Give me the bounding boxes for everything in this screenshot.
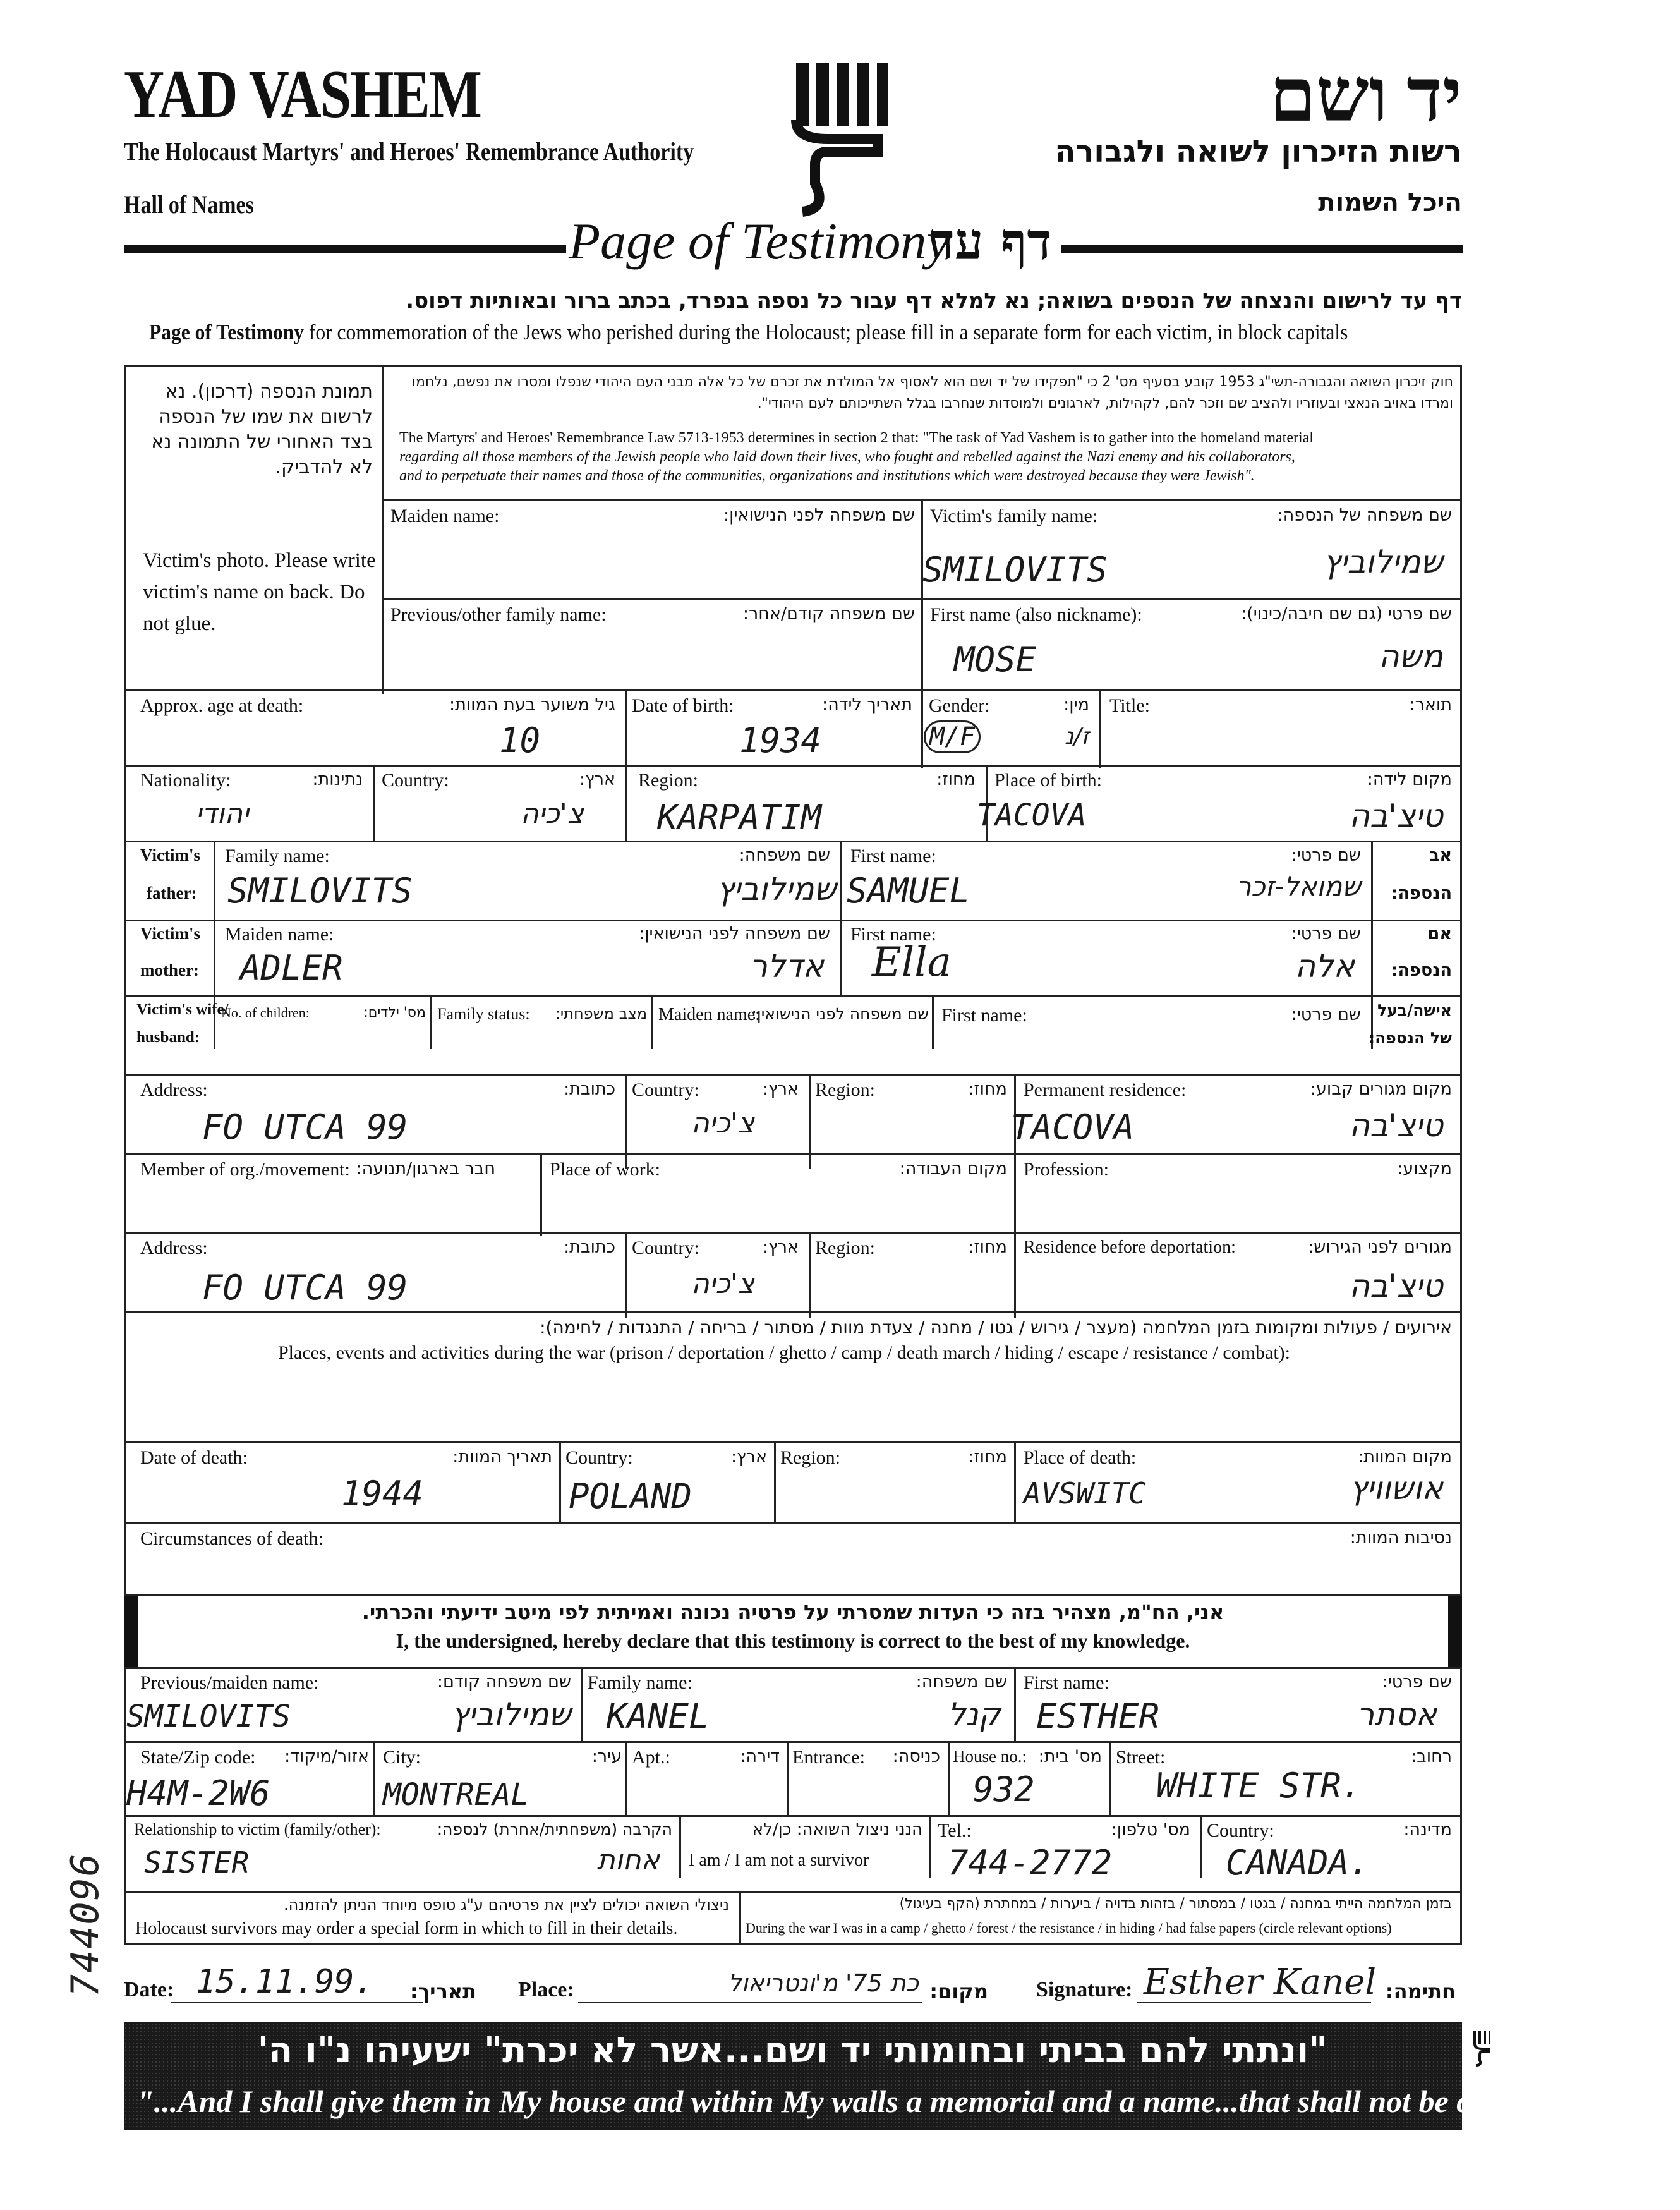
label-mother-first: First name:	[850, 924, 936, 945]
label-pod: Place of death:	[1024, 1447, 1137, 1468]
row-line	[124, 1074, 1462, 1076]
label-age: Approx. age at death:	[140, 695, 304, 716]
label-death-country: Country:	[565, 1447, 633, 1468]
title-en: Page of Testimony	[569, 212, 950, 270]
footer-verse-en-text: "...And I shall give them in My house and within My walls a memorial and a name...that shall not be cut off"	[136, 2084, 1559, 2119]
label-prev-family-he: שם משפחה קודם/אחר:	[742, 604, 915, 624]
value-region: KARPATIM	[657, 798, 822, 837]
col-line	[581, 1667, 583, 1742]
row-line	[124, 1522, 1462, 1524]
label-work: Place of work:	[550, 1159, 660, 1180]
instruction-en-rest: for commemoration of the Jews who perished during the Holocaust; please fill in a separate form for each victim, in block capitals	[304, 320, 1348, 344]
label-member-he: חבר בארגון/תנועה:	[356, 1159, 495, 1179]
label-sub-family-he: שם משפחה:	[916, 1672, 1007, 1692]
label-gender-he: מין:	[1063, 695, 1089, 715]
label-state-he: אזור/מיקוד:	[284, 1747, 369, 1766]
value-sub-house: 932	[973, 1770, 1035, 1809]
label-dob-he: תאריך לידה:	[821, 695, 912, 715]
label-place-he: מקום:	[929, 1979, 988, 2003]
label-date: Date:	[124, 1978, 174, 2001]
col-line	[1371, 841, 1373, 1049]
col-line	[787, 1741, 789, 1816]
label-pob-he: מקום לידה:	[1367, 770, 1452, 789]
value-first-name-he: משה	[1378, 638, 1443, 675]
col-line	[625, 1741, 627, 1816]
label-sub-country: Country:	[1207, 1820, 1274, 1841]
label-address2: Address:	[140, 1237, 208, 1258]
value-dob: 1934	[739, 720, 822, 760]
law-text-en-1: The Martyrs' and Heroes' Remembrance Law 5713-1953 determines in section 2 that: "The task of Yad Vashem is to gather into the homeland material	[399, 430, 1314, 446]
label-street-he: רחוב:	[1411, 1747, 1452, 1766]
label-father-first-he: שם פרטי:	[1291, 846, 1361, 865]
declaration-bar-right	[1448, 1594, 1462, 1668]
label-address2-region: Region:	[815, 1237, 875, 1258]
value-country: צ'כיה	[520, 798, 584, 830]
value-age: 10	[499, 720, 541, 760]
label-address-country: Country:	[632, 1079, 699, 1100]
label-children-he: מס' ילדים:	[363, 1005, 426, 1021]
value-sub-family-he: קנל	[948, 1696, 1001, 1733]
label-signature-he: חתימה:	[1385, 1979, 1456, 2003]
col-line	[774, 1441, 776, 1523]
label-mother-maiden: Maiden name:	[225, 924, 334, 945]
value-sub-tel: 744-2772	[948, 1843, 1113, 1883]
value-perm-res: TACOVA	[1011, 1107, 1135, 1147]
value-mother-first: Ella	[872, 939, 952, 986]
row-line	[124, 1667, 1462, 1669]
value-address-country: צ'כיה	[691, 1107, 754, 1139]
value-sub-country: CANADA.	[1226, 1843, 1370, 1883]
value-father-first-he: שמואל-זכר	[1236, 871, 1361, 902]
value-gender-he: ז/נ	[1064, 724, 1089, 750]
col-line	[1014, 1441, 1016, 1523]
col-line	[559, 1441, 561, 1523]
col-line	[1014, 1667, 1016, 1742]
corner-logo-icon	[1472, 2029, 1491, 2067]
label-events-en: Places, events and activities during the war (prison / deportation / ghetto / camp / death march / hiding / escape / resistance / combat):	[278, 1342, 1291, 1363]
col-line	[1099, 689, 1101, 768]
col-line	[625, 765, 627, 841]
value-nationality: יהודי	[195, 798, 249, 830]
col-line	[840, 841, 842, 995]
title-rule-right	[1061, 245, 1463, 253]
authority-en: The Holocaust Martyrs' and Heroes' Remembrance Authority	[124, 137, 694, 166]
instruction-en-bold: Page of Testimony	[149, 320, 305, 344]
label-address-region: Region:	[815, 1079, 875, 1100]
value-sub-first-he: אסתר	[1357, 1696, 1437, 1733]
label-residence-before: Residence before deportation:	[1024, 1237, 1236, 1257]
label-father-family-he: שם משפחה:	[739, 846, 830, 865]
declaration-en: I, the undersigned, hereby declare that this testimony is correct to the best of my knowledge.	[396, 1629, 1190, 1652]
label-family: Victim's family name:	[930, 506, 1098, 526]
row-line	[124, 920, 1462, 921]
hall-he: היכל השמות	[1318, 188, 1462, 217]
label-entrance: Entrance:	[792, 1747, 865, 1768]
col-line	[921, 499, 923, 689]
label-family-status-he: מצב משפחתי:	[555, 1005, 647, 1023]
col-line	[679, 1815, 681, 1878]
title-rule-left	[124, 245, 566, 253]
authority-he: רשות הזיכרון לשואה ולגבורה	[1055, 134, 1462, 169]
row-line	[124, 1815, 1462, 1817]
col-line	[651, 995, 653, 1049]
value-dod: 1944	[341, 1474, 424, 1514]
value-sub-city: MONTREAL	[383, 1777, 529, 1812]
col-line	[948, 1741, 950, 1816]
row-line	[124, 995, 1462, 997]
side-number: 744096	[63, 1852, 107, 1997]
label-sub-first: First name:	[1024, 1672, 1109, 1693]
label-dod-he: תאריך המוות:	[452, 1447, 552, 1467]
label-address2-region-he: מחוז:	[968, 1237, 1007, 1257]
note-survivors-he: ניצולי השואה יכולים לציין את פרטיהם ע"ג טופס מיוחד הניתן להזמנה.	[284, 1896, 729, 1914]
value-pod-he: אושוויץ	[1350, 1470, 1443, 1507]
label-tel: Tel.:	[938, 1820, 972, 1841]
label-prev-family: Previous/other family name:	[390, 604, 607, 625]
label-age-he: גיל משוער בעת המוות:	[449, 695, 615, 715]
label-death-region: Region:	[780, 1447, 840, 1468]
label-address-country-he: ארץ:	[763, 1079, 799, 1099]
col-line	[1014, 1232, 1016, 1318]
label-father-first: First name:	[850, 846, 936, 866]
org-name-en: YAD VASHEM	[124, 57, 481, 132]
label-pob: Place of birth:	[994, 770, 1102, 791]
label-place: Place:	[518, 1978, 574, 2001]
instruction-en	[149, 320, 1348, 345]
label-prev-maiden-he: שם משפחה קודם:	[437, 1672, 571, 1692]
label-father-he-1: אב	[1429, 846, 1452, 865]
footer-verse-en	[136, 2083, 1680, 2120]
label-dod: Date of death:	[140, 1447, 248, 1468]
footer-verse-he: "ונתתי להם בביתי ובחומותי יד ושם...אשר לא יכרת" ישעיהו נ"ו ה'	[257, 2030, 1327, 2071]
value-sub-relationship-he: אחות	[596, 1844, 660, 1876]
value-pob-he: טיצ'בה	[1349, 798, 1443, 834]
label-address2-country-he: ארץ:	[763, 1237, 799, 1257]
label-maiden: Maiden name:	[390, 506, 500, 526]
label-death-country-he: ארץ:	[731, 1447, 767, 1467]
law-text-he: חוק זיכרון השואה והגבורה-תשי"ג 1953 קובע בסעיף מס' 2 כי "תפקידו של יד ושם הוא לאסוף אל המולדת את זכרם של כל אלה מבני העם היהודי שנפלו ומסרו את נפשם, נלחמו ומרדו באויב הנאצי ובעוזריו ולהציב שם וזכר להם, לקהילות, לארגונים ולמוסדות שנחרבו בגלל השתייכותם לעם היהודי".	[412, 374, 1453, 411]
value-death-country: POLAND	[569, 1476, 692, 1516]
label-address: Address:	[140, 1079, 208, 1100]
value-sub-relationship: SISTER	[144, 1845, 250, 1879]
label-spouse-2: husband:	[136, 1029, 200, 1046]
label-region: Region:	[638, 770, 698, 791]
label-member: Member of org./movement:	[140, 1159, 350, 1180]
note-during-war-he: בזמן המלחמה הייתי במחנה / בגטו / במסתור / בזהות בדויה / ביערות / במחתרת (הקף בעיגול)	[899, 1896, 1452, 1912]
label-sub-country-he: מדינה:	[1403, 1820, 1452, 1840]
label-country-he: ארץ:	[579, 770, 615, 789]
row-line	[124, 1741, 1462, 1743]
value-sub-street: WHITE STR.	[1156, 1766, 1362, 1806]
value-residence-before-he: טיצ'בה	[1349, 1268, 1443, 1304]
photo-instructions-en: Victim's photo. Please write victim's name on back. Do not glue.	[143, 549, 376, 635]
law-text-en-2: regarding all those members of the Jewish people who laid down their lives, who fought and rebelled against the Nazi enemy and his collaborators,	[399, 449, 1295, 465]
photo-instructions-he: תמונת הנספה (דרכון). נא לרשום את שמו של הנספה בצד האחורי של התמונה נא לא להדביק.	[151, 380, 373, 478]
label-city-he: עיר:	[591, 1747, 622, 1766]
value-address2-country: צ'כיה	[691, 1268, 754, 1300]
label-entrance-he: כניסה:	[892, 1747, 940, 1766]
label-dob: Date of birth:	[632, 695, 734, 716]
value-sub-zip: H4M-2W6	[126, 1773, 270, 1813]
label-prev-maiden: Previous/maiden name:	[140, 1672, 319, 1693]
label-events-he: אירועים / פעולות ומקומות בזמן המלחמה (מעצר / גירוש / גטו / מחנה / צעדת מוות / מסתור / בריחה / התנגדות / לחימה):	[540, 1317, 1452, 1338]
label-address2-country: Country:	[632, 1237, 699, 1258]
value-mother-maiden: ADLER	[240, 948, 343, 988]
declaration-bar-left	[124, 1594, 138, 1668]
label-spouse-first: First name:	[941, 1005, 1027, 1026]
row-line	[124, 1441, 1462, 1443]
label-spouse-he-1: אישה/בעל	[1377, 1001, 1452, 1019]
law-text-en-3: and to perpetuate their names and those of the communities, organizations and institutions which were destroyed because they were Jewish".	[399, 468, 1255, 484]
label-signature: Signature:	[1036, 1978, 1133, 2001]
label-apt-he: דירה:	[740, 1747, 780, 1766]
label-perm-res-he: מקום מגורים קבוע:	[1310, 1079, 1452, 1099]
label-father-he-2: הנספה:	[1391, 883, 1452, 903]
label-title: Title:	[1109, 695, 1150, 716]
label-father-2: father:	[147, 883, 197, 902]
photo-divider	[382, 365, 384, 694]
label-city: City:	[383, 1747, 421, 1768]
label-relationship: Relationship to victim (family/other):	[134, 1820, 381, 1838]
label-gender: Gender:	[929, 695, 990, 716]
label-profession-he: מקצוע:	[1397, 1159, 1452, 1179]
label-perm-res: Permanent residence:	[1024, 1079, 1187, 1100]
value-father-family-he: שמילוביץ	[716, 871, 837, 908]
label-house: House no.:	[953, 1747, 1027, 1766]
label-mother-he-2: הנספה:	[1391, 961, 1452, 980]
label-address-he: כתובת:	[564, 1079, 615, 1099]
label-apt: Apt.:	[632, 1747, 670, 1768]
label-death-region-he: מחוז:	[968, 1447, 1007, 1467]
label-mother-2: mother:	[140, 961, 199, 980]
label-spouse-1: Victim's wife/	[136, 1001, 229, 1018]
label-relationship-he: הקרבה (משפחתית/אחרת) לנספה:	[437, 1820, 672, 1838]
label-work-he: מקום העבודה:	[899, 1159, 1007, 1179]
note-during-war-en: During the war I was in a camp / ghetto / forest / the resistance / in hiding / had false papers (circle relevant options)	[746, 1920, 1392, 1936]
label-tel-he: מס' טלפון:	[1111, 1820, 1190, 1840]
row-line	[124, 1311, 1462, 1313]
value-address: FO UTCA 99	[202, 1107, 408, 1147]
label-sub-family: Family name:	[588, 1672, 692, 1693]
date-underline	[171, 2002, 423, 2003]
label-residence-before-he: מגורים לפני הגירוש:	[1308, 1237, 1452, 1257]
title-he: דף עד	[930, 212, 1051, 271]
col-line	[540, 1153, 542, 1236]
label-maiden-he: שם משפחה לפני הנישואין:	[723, 506, 915, 525]
label-country: Country:	[382, 770, 449, 791]
value-family-name-he: שמילוביץ	[1323, 543, 1443, 580]
row-line	[382, 598, 1462, 600]
label-house-he: מס' בית:	[1038, 1747, 1102, 1766]
row-line	[124, 1891, 1462, 1893]
label-father-family: Family name:	[225, 846, 330, 866]
value-sub-family: KANEL	[607, 1696, 710, 1736]
row-line	[124, 1594, 1462, 1596]
label-circumstances: Circumstances of death:	[140, 1528, 323, 1549]
col-line	[921, 689, 923, 768]
place-underline	[578, 2002, 922, 2003]
hall-en: Hall of Names	[124, 190, 254, 219]
value-place: כת 75' מ'ונטריאול	[728, 1969, 919, 1997]
label-first-name: First name (also nickname):	[930, 604, 1142, 625]
label-profession: Profession:	[1024, 1159, 1109, 1180]
org-name-he: יד ושם	[1269, 54, 1462, 137]
label-spouse-maiden-he: שם משפחה לפני הנישואין:	[751, 1005, 929, 1023]
value-father-first: SAMUEL	[847, 871, 970, 911]
col-line	[625, 689, 627, 768]
label-region-he: מחוז:	[936, 770, 976, 789]
col-line	[1109, 1741, 1111, 1816]
label-state: State/Zip code:	[140, 1747, 256, 1768]
value-date: 15.11.99.	[196, 1963, 374, 2001]
label-pod-he: מקום המוות:	[1358, 1447, 1452, 1467]
value-pod: AVSWITC	[1024, 1476, 1146, 1510]
label-mother-maiden-he: שם משפחה לפני הנישואין:	[639, 924, 830, 944]
label-address-region-he: מחוז:	[968, 1079, 1007, 1099]
col-line	[809, 1232, 811, 1318]
label-date-he: תאריך:	[409, 1979, 476, 2003]
row-line	[124, 1153, 1462, 1155]
value-family-name: SMILOVITS	[922, 550, 1108, 590]
col-line	[1200, 1815, 1202, 1878]
value-sub-prev: SMILOVITS	[126, 1699, 291, 1734]
value-gender: M/F	[924, 720, 981, 753]
value-pob: TACOVA	[977, 798, 1087, 833]
label-first-name-he: שם פרטי (גם שם חיבה/כינוי):	[1241, 604, 1452, 624]
col-line	[430, 995, 432, 1049]
value-mother-maiden-he: אדלר	[749, 948, 824, 985]
label-title-he: תואר:	[1409, 695, 1452, 715]
label-children: No. of children:	[221, 1005, 310, 1021]
label-father-1: Victim's	[140, 846, 200, 865]
value-address2: FO UTCA 99	[202, 1268, 408, 1308]
footer-banner	[124, 2022, 1680, 2130]
row-line	[124, 1232, 1462, 1234]
note-survivors-en: Holocaust survivors may order a special form in which to fill in their details.	[135, 1919, 678, 1938]
col-line	[1014, 1153, 1016, 1236]
value-sub-prev-he: שמילוביץ	[451, 1696, 571, 1733]
label-sub-first-he: שם פרטי:	[1382, 1672, 1452, 1692]
label-nationality: Nationality:	[140, 770, 231, 791]
col-line	[625, 1232, 627, 1318]
label-spouse-he-2: של הנספה:	[1369, 1029, 1452, 1047]
label-survivor-he: הנני ניצול השואה: כן/לא	[752, 1820, 922, 1839]
col-line	[929, 1815, 931, 1878]
yad-vashem-logo	[790, 57, 891, 215]
footer-verse-ref: Isaiah, 56:5	[1574, 2094, 1680, 2117]
instruction-he: דף עד לרישום והנצחה של הנספים בשואה; נא למלא דף עבור כל נספה בנפרד, בכתב ברור ובאותיות דפוס.	[406, 288, 1462, 313]
label-spouse-first-he: שם פרטי:	[1291, 1005, 1361, 1024]
label-street: Street:	[1116, 1747, 1166, 1768]
col-line	[739, 1891, 741, 1945]
col-line	[932, 995, 934, 1049]
label-spouse-maiden: Maiden name:	[658, 1005, 760, 1024]
declaration-he: אני, הח"מ, מצהיר בזה כי העדות שמסרתי על פרטיה נכונה ואמיתית לפי מיטב ידיעתי והכרתי.	[361, 1600, 1224, 1624]
label-nationality-he: נתינות:	[312, 770, 363, 789]
label-mother-1: Victim's	[140, 924, 200, 943]
label-survivor-en: I am / I am not a survivor	[689, 1850, 869, 1870]
value-mother-first-he: אלה	[1295, 948, 1355, 985]
row-line	[124, 765, 1462, 767]
label-family-he: שם משפחה של הנספה:	[1277, 506, 1452, 525]
col-line	[373, 765, 375, 841]
label-family-status: Family status:	[437, 1005, 530, 1023]
value-sub-first: ESTHER	[1036, 1696, 1160, 1736]
label-address2-he: כתובת:	[564, 1237, 615, 1257]
label-circumstances-he: נסיבות המוות:	[1350, 1528, 1452, 1548]
value-first-name: MOSE	[954, 640, 1037, 679]
label-mother-he-1: אם	[1427, 924, 1452, 944]
row-line	[124, 841, 1462, 842]
row-line	[124, 689, 1462, 691]
value-perm-res-he: טיצ'בה	[1349, 1107, 1443, 1144]
value-signature: Esther Kanel	[1144, 1962, 1377, 2003]
value-father-family: SMILOVITS	[227, 871, 413, 911]
col-line	[373, 1741, 375, 1816]
label-mother-first-he: שם פרטי:	[1291, 924, 1361, 944]
